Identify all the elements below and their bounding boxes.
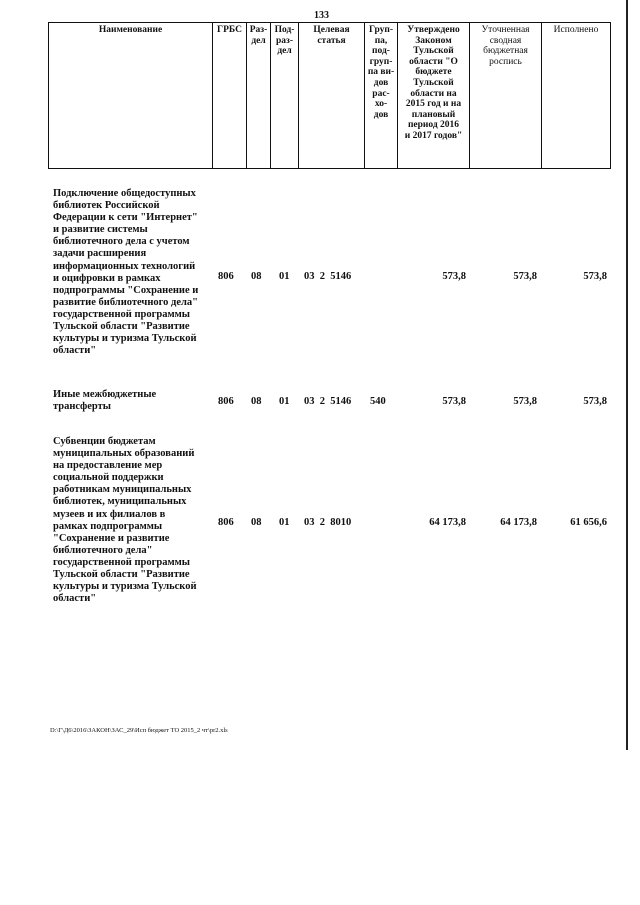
row-refined: 573,8 [513, 396, 537, 407]
row-target: 03 2 5146 [304, 396, 352, 407]
row-approved: 64 173,8 [429, 517, 466, 528]
row-podrazdel: 01 [279, 517, 290, 528]
page-number: 133 [314, 10, 329, 21]
row-name: Иные межбюджетные трансферты [53, 389, 157, 413]
table-header [48, 22, 611, 169]
row-approved: 573,8 [442, 396, 466, 407]
row-grbs: 806 [218, 517, 234, 528]
row-grbs: 806 [218, 271, 234, 282]
row-refined: 573,8 [513, 271, 537, 282]
header-razdel: Раз- дел [247, 23, 271, 169]
row-podrazdel: 01 [279, 271, 290, 282]
row-name: Подключение общедоступных библиотек Российской Федерации к сети "Интернет" и развитие системы библиотечного дела с учетом задачи расширения информационных технологий и оцифровки в рамках подпрограммы "Сохранение и развитие библиотечного дела" государственной программы Тульской области "Развитие культуры и туризма Тульской области" [53, 188, 199, 357]
row-refined: 64 173,8 [500, 517, 537, 528]
file-path-footer: D:\Г\Д6\2016\ЗАКОН\ЗАС_29\Исп бюджет ТО 2015_2 чт\pr2.xls [50, 727, 228, 734]
header-refined: Уточненная сводная бюджетная роспись [470, 23, 542, 169]
row-podrazdel: 01 [279, 396, 290, 407]
row-group: 540 [370, 396, 386, 407]
row-target: 03 2 8010 [304, 517, 352, 528]
row-razdel: 08 [251, 271, 262, 282]
header-approved: Утверждено Законом Тульской области "О бюджете Тульской области на 2015 год и на плановый период 2016 и 2017 годов" [398, 23, 470, 169]
header-group: Груп- па, под- груп- па ви- дов рас- хо- дов [365, 23, 398, 169]
header-grbs: ГРБС [213, 23, 247, 169]
row-executed: 573,8 [583, 271, 607, 282]
row-grbs: 806 [218, 396, 234, 407]
row-executed: 573,8 [583, 396, 607, 407]
row-executed: 61 656,6 [570, 517, 607, 528]
right-edge-rule [626, 0, 628, 750]
header-name: Наименование [49, 23, 213, 169]
row-razdel: 08 [251, 396, 262, 407]
header-executed: Исполнено [542, 23, 611, 169]
row-target: 03 2 5146 [304, 271, 352, 282]
row-razdel: 08 [251, 517, 262, 528]
header-podrazdel: Под- раз- дел [271, 23, 299, 169]
row-approved: 573,8 [442, 271, 466, 282]
row-name: Субвенции бюджетам муниципальных образований на предоставление мер социальной поддержки работникам муниципальных библиотек, муниципальных музеев и их филиалов в рамках подпрограммы "Сохранение и развитие библиотечного дела" государственной программы Тульской области "Развитие культуры и туризма Тульской области" [53, 436, 197, 605]
header-target: Целевая статья [299, 23, 365, 169]
